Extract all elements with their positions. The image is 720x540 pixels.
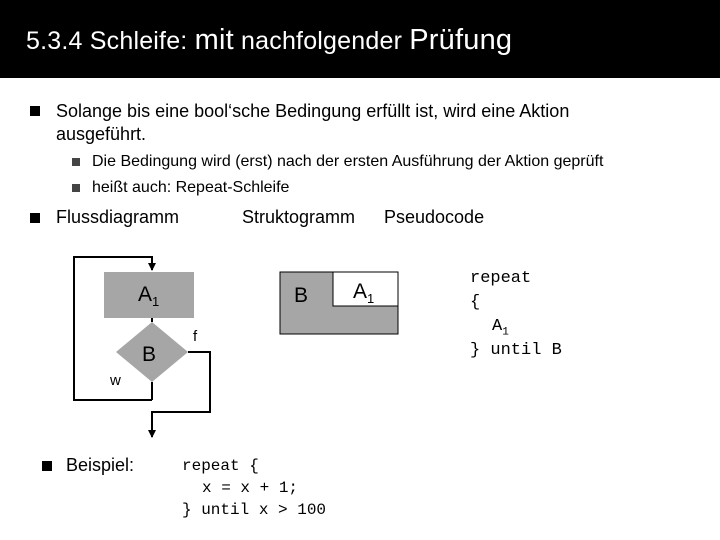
pseudocode-line: repeat — [470, 269, 532, 288]
title-word: Prüfung — [409, 24, 513, 56]
sub-bullet-text: Die Bedingung wird (erst) nach der ersten Ausführung der Aktion geprüft — [92, 153, 604, 170]
flow-condition-label: B — [142, 343, 157, 366]
pseudocode-line: { — [470, 293, 481, 312]
pseudocode-line: } until B — [470, 341, 562, 360]
title-word: mit — [194, 24, 234, 56]
example-code-line: repeat { — [182, 457, 259, 475]
example-code-line: x = x + 1; — [202, 479, 299, 497]
pseudocode-line: $A_1$ — [492, 317, 509, 339]
example-label: Beispiel: — [66, 455, 135, 475]
title-word: nachfolgender — [241, 27, 403, 55]
title-word: Schleife: — [89, 27, 188, 55]
struktogramm-action-label: $A_1$ — [353, 280, 375, 307]
label-pseudocode: Pseudocode — [384, 207, 485, 227]
label-struktogramm: Struktogramm — [242, 207, 356, 227]
bullet-square-icon — [42, 461, 52, 471]
sub-bullet-text: heißt auch: Repeat-Schleife — [92, 179, 290, 196]
bullet-text: ausgeführt. — [56, 124, 147, 144]
struktogramm-condition-label: B — [294, 284, 309, 307]
section-number: 5.3.4 — [26, 27, 83, 55]
example-code-line: } until x > 100 — [182, 501, 327, 519]
flow-true-label: w — [110, 372, 121, 389]
bullet-text: Solange bis eine bool‘sche Bedingung erfüllt ist, wird eine Aktion — [56, 101, 570, 121]
flow-action-label: $A_1$ — [138, 283, 160, 310]
label-flussdiagramm: Flussdiagramm — [56, 207, 180, 227]
flow-false-label: f — [193, 328, 198, 345]
